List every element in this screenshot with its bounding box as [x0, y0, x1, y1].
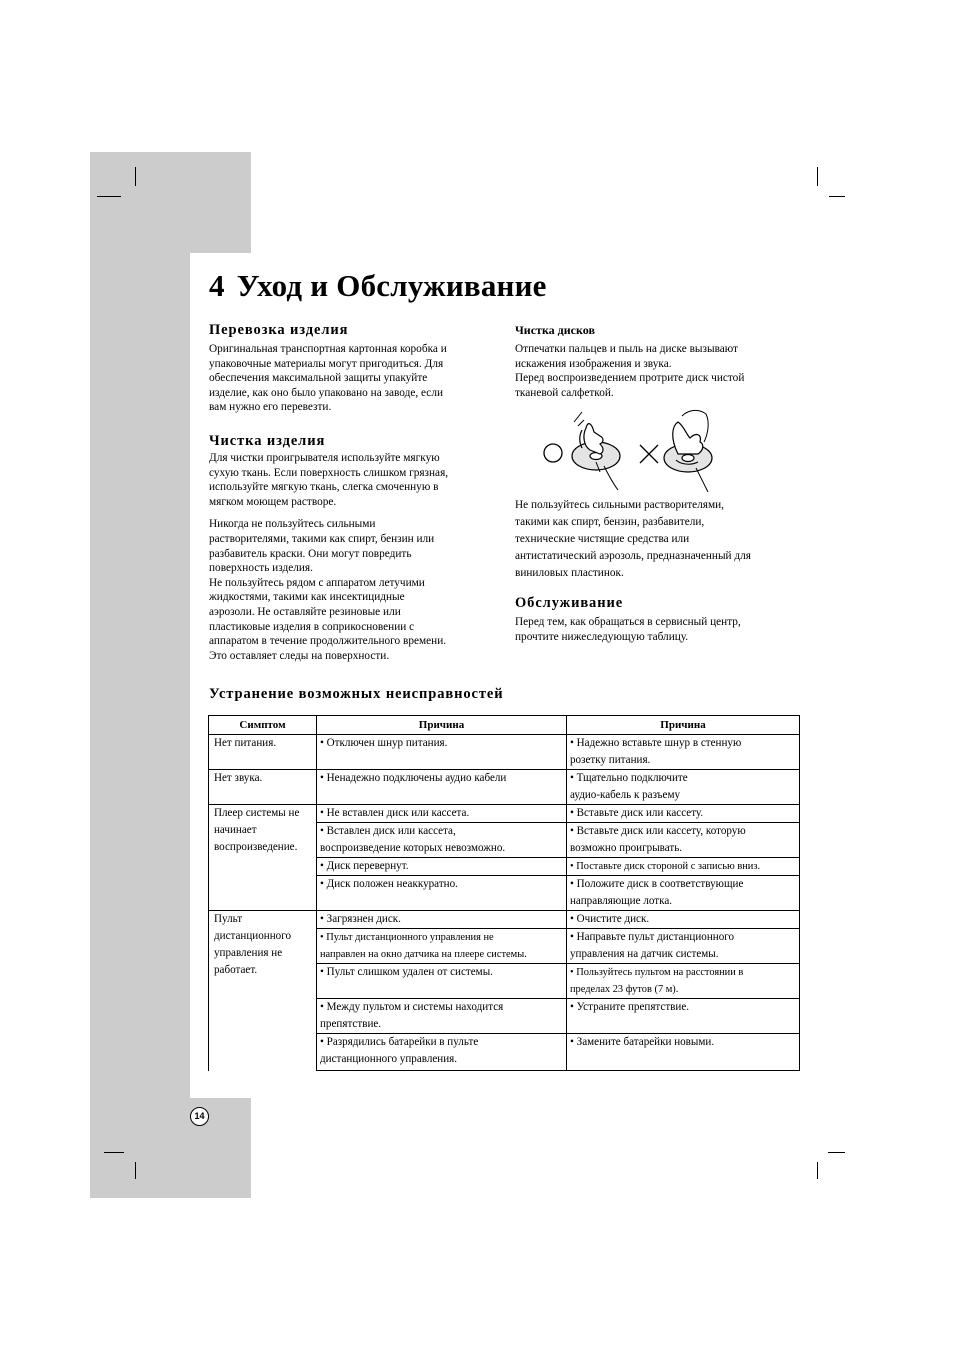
remedy-cell: • Пользуйтесь пультом на расстоянии в пределах 23 футов (7 м). [567, 964, 800, 999]
remedy-cell: • Поставьте диск стороной с записью вниз. [567, 858, 800, 876]
crop-mark [135, 167, 136, 186]
cause-cell: • Диск перевернут. [317, 858, 567, 876]
remedy-cell: • Надежно вставьте шнур в стенную розетку питания. [567, 735, 800, 770]
remedy-cell: • Положите диск в соответствующие направляющие лотка. [567, 876, 800, 911]
cause-cell: • Диск положен неаккуратно. [317, 876, 567, 911]
cleaning-discs-text-1: Отпечатки пальцев и пыль на диске вызывают искажения изображения и звука. Перед воспроизведением протрите диск чистой тканевой салфеткой. [515, 343, 745, 399]
chapter-number: 4 [209, 268, 225, 303]
column-header-cause: Причина [317, 716, 567, 735]
remedy-cell: • Замените батарейки новыми. [567, 1034, 800, 1071]
margin-band-bottom [90, 1098, 251, 1198]
crop-mark [135, 1162, 136, 1179]
symptom-cell: Нет звука. [209, 770, 317, 805]
cause-cell: • Пульт дистанционного управления не направлен на окно датчика на плеере системы. [317, 929, 567, 964]
crop-mark [828, 1152, 845, 1153]
correct-circle-icon [544, 444, 562, 462]
remedy-cell: • Направьте пульт дистанционного управления на датчик системы. [567, 929, 800, 964]
cause-cell: • Отключен шнур питания. [317, 735, 567, 770]
chapter-title: Уход и Обслуживание [236, 268, 547, 303]
cause-cell: • Пульт слишком удален от системы. [317, 964, 567, 999]
remedy-cell: • Вставьте диск или кассету. [567, 805, 800, 823]
disc-radial-wipe-icon [572, 412, 620, 490]
remedy-cell: • Очистите диск. [567, 911, 800, 929]
symptom-cell: Пульт дистанционного управления не работает. [209, 911, 317, 1071]
margin-band-top [90, 152, 251, 253]
transport-text: Оригинальная транспортная картонная коробка и упаковочные материалы могут пригодиться. Для обеспечения максимальной защиты упакуйте изделие, как оно было упаковано на заводе, если вам нужно его перевезти. [209, 343, 447, 414]
margin-band-side [90, 253, 190, 1098]
crop-mark [829, 196, 845, 197]
cause-cell: • Загрязнен диск. [317, 911, 567, 929]
cause-cell: • Не вставлен диск или кассета. [317, 805, 567, 823]
column-header-symptom: Симптом [209, 716, 317, 735]
service-text: Перед тем, как обращаться в сервисный центр, прочтите нижеследующую таблицу. [515, 616, 741, 643]
remedy-cell: • Вставьте диск или кассету, которую возможно проигрывать. [567, 823, 800, 858]
wrong-cross-icon [640, 445, 658, 463]
disc-circular-wipe-icon [664, 410, 712, 492]
crop-mark [817, 167, 818, 186]
page-number: 14 [190, 1107, 209, 1126]
troubleshooting-table [208, 715, 800, 1071]
column-header-remedy: Причина [567, 716, 800, 735]
table-row [209, 805, 800, 823]
right-column-bottom [515, 497, 800, 644]
remedy-cell: • Устраните препятствие. [567, 999, 800, 1034]
page-title [209, 268, 547, 304]
cause-cell: • Между пультом и системы находится препятствие. [317, 999, 567, 1034]
symptom-cell: Плеер системы не начинает воспроизведение. [209, 805, 317, 911]
right-column-top [515, 323, 800, 400]
remedy-cell: • Тщательно подключите аудио-кабель к разъему [567, 770, 800, 805]
service-heading: Обслуживание [515, 595, 624, 611]
cleaning-unit-text-2: Никогда не пользуйтесь сильными растворителями, такими как спирт, бензин или разбавитель краски. Они могут повредить поверхность изделия. Не пользуйтесь рядом с аппаратом летучими жидкостями, такими как инсектицидные аэрозоли. Не оставляйте резиновые или пластиковые изделия в соприкосновении с аппаратом в течение продолжительного времени. Это оставляет следы на поверхности. [209, 518, 447, 662]
disc-cleaning-illustration [538, 408, 724, 496]
cleaning-discs-heading: Чистка дисков [515, 323, 595, 337]
crop-mark [104, 1152, 124, 1153]
cause-cell: • Разрядились батарейки в пульте дистанционного управления. [317, 1034, 567, 1071]
cleaning-unit-heading: Чистка изделия [209, 432, 326, 449]
transport-heading: Перевозка изделия [209, 322, 349, 338]
crop-mark [97, 196, 121, 197]
cause-cell: • Ненадежно подключены аудио кабели [317, 770, 567, 805]
cleaning-discs-text-2: Не пользуйтесь сильными растворителями, такими как спирт, бензин, разбавители, технические чистящие средства или антистатический аэрозоль, предназначенный для виниловых пластинок. [515, 499, 751, 579]
table-header-row [209, 716, 800, 735]
table-row [209, 735, 800, 770]
table-row [209, 770, 800, 805]
table-row [209, 911, 800, 929]
cleaning-unit-text-1: Для чистки проигрывателя используйте мягкую сухую ткань. Если поверхность слишком грязная, используйте мягкую ткань, слегка смоченную в мягком моющем растворе. [209, 451, 449, 508]
crop-mark [817, 1162, 818, 1179]
cause-cell: • Вставлен диск или кассета, воспроизведение которых невозможно. [317, 823, 567, 858]
troubleshooting-heading: Устранение возможных неисправностей [209, 686, 504, 702]
symptom-cell: Нет питания. [209, 735, 317, 770]
left-column [209, 322, 499, 663]
